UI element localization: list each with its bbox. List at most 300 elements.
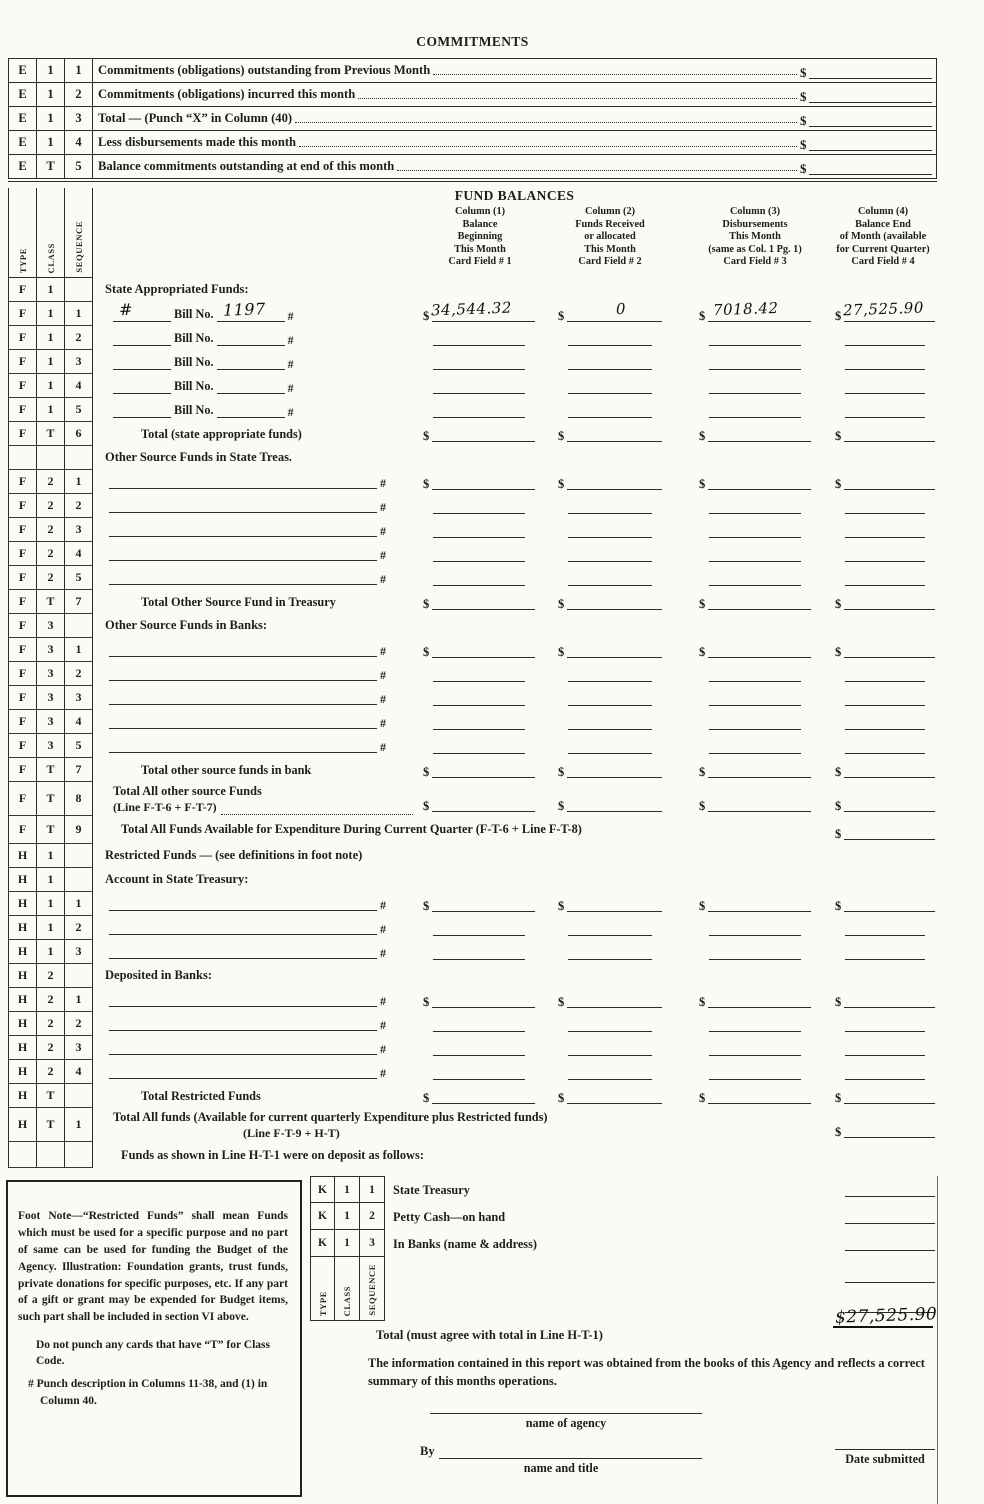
code-column-label: TYPE [310, 1257, 335, 1321]
amount-field[interactable] [800, 107, 936, 130]
column-header: Column (3) Disbursements This Month (same as Col. 1 Pg. 1) Card Field # 3 [708, 206, 802, 268]
deposit-extra-line[interactable] [845, 1282, 935, 1283]
signature-line[interactable] [439, 1447, 702, 1459]
code-cell: F [9, 398, 37, 422]
amount-cell-col4[interactable] [835, 364, 935, 370]
footnote-punch-description: # Punch description in Columns 11-38, and (1) in Column 40. [28, 1378, 268, 1407]
by-label: By [420, 1444, 435, 1458]
amount-cell-col2[interactable] [558, 954, 662, 960]
amount-cell-col2[interactable] [558, 532, 662, 538]
code-cell: 5 [65, 155, 93, 178]
code-cell: T [37, 155, 65, 178]
amount-cell-col1[interactable] [423, 1050, 535, 1056]
amount-cell-col1[interactable] [423, 1092, 535, 1105]
fb-row-f-3 [9, 614, 937, 638]
fund-name-line[interactable] [109, 673, 377, 681]
amount-cell-col4[interactable] [835, 930, 935, 936]
dollar-sign: $ [800, 89, 807, 104]
amount-cell-col3[interactable] [699, 954, 811, 960]
dollar-sign: $ [699, 1090, 706, 1105]
deposit-row-k11 [310, 1176, 937, 1203]
code-cell: 3 [65, 686, 93, 710]
code-cell: 1 [65, 59, 93, 82]
amount-cell-col2[interactable] [558, 800, 662, 813]
bill-prefix-line[interactable] [113, 299, 171, 322]
fb-row-f-3-2 [9, 662, 937, 686]
amount-cell-col3[interactable] [699, 508, 811, 514]
amount-cell-col4[interactable] [835, 412, 935, 418]
amount-cell-col4[interactable] [835, 700, 935, 706]
amount-cell-col3[interactable] [699, 930, 811, 936]
amount-cell-col1[interactable] [423, 724, 535, 730]
amount-cell-col3[interactable] [699, 598, 811, 611]
dollar-sign: $ [423, 596, 430, 611]
amount-cell-col2[interactable] [558, 340, 662, 346]
amount-line [809, 117, 933, 127]
code-cell: T [37, 590, 65, 614]
dollar-sign: $ [800, 137, 807, 152]
amount-cell-col4[interactable] [835, 508, 935, 514]
code-cell [65, 964, 93, 988]
commitment-label: Commitments (obligations) incurred this month [98, 87, 356, 101]
punch-mark-icon: # [380, 548, 386, 562]
amount-cell-col2[interactable] [558, 508, 662, 514]
bill-no-label: Bill No. [174, 379, 214, 393]
dollar-sign: $ [699, 898, 706, 913]
dollar-sign: $ [800, 65, 807, 80]
amount-cell-col1[interactable] [423, 996, 535, 1009]
code-cell: F [9, 638, 37, 662]
amount-cell-col4[interactable] [835, 900, 935, 913]
fund-name-line[interactable] [109, 529, 377, 537]
amount-cell-col2[interactable] [558, 748, 662, 754]
amount-cell-col4[interactable] [835, 766, 935, 779]
amount-cell-col1[interactable] [423, 580, 535, 586]
code-cell: H [9, 892, 37, 916]
section-heading: Restricted Funds — (see definitions in foot note) [105, 848, 363, 862]
deposit-row-k13 [310, 1230, 937, 1257]
code-cell: H [9, 1012, 37, 1036]
code-column-label: CLASS [37, 188, 65, 278]
code-column-label: TYPE [9, 188, 37, 278]
amount-cell-col3[interactable] [699, 1050, 811, 1056]
amount-cell-col2[interactable] [558, 1074, 662, 1080]
code-cell [9, 446, 37, 470]
fb-row [9, 446, 937, 470]
code-cell: 1 [65, 302, 93, 326]
code-cell: 4 [65, 1060, 93, 1084]
dollar-sign: $ [800, 113, 807, 128]
amount-cell-col4[interactable] [835, 800, 935, 813]
punch-mark-icon: # [287, 309, 294, 323]
amount-cell-col3[interactable] [699, 298, 811, 323]
code-cell: F [9, 734, 37, 758]
amount-cell-col2[interactable] [558, 598, 662, 611]
dollar-sign: $ [699, 428, 706, 443]
amount-cell-col2[interactable] [558, 646, 662, 659]
agency-name-line[interactable] [430, 1402, 702, 1414]
handwritten-amount: 0 [615, 299, 627, 319]
amount-cell-col4[interactable] [835, 1050, 935, 1056]
amount-field[interactable] [800, 131, 936, 154]
bill-number-line[interactable] [217, 299, 285, 322]
deposit-amount-line[interactable] [845, 1196, 935, 1197]
code-cell [65, 446, 93, 470]
deposit-label: State Treasury [393, 1183, 470, 1197]
amount-cell-col4[interactable] [835, 1092, 935, 1105]
bill-prefix-line[interactable] [113, 358, 171, 370]
amount-cell-col4[interactable] [835, 532, 935, 538]
code-cell: 3 [65, 518, 93, 542]
amount-cell-col2[interactable] [558, 1050, 662, 1056]
amount-cell-col2[interactable] [558, 388, 662, 394]
fund-name-line[interactable] [109, 481, 377, 489]
amount-cell-col2[interactable] [558, 700, 662, 706]
code-cell: 3 [37, 614, 65, 638]
bill-no-label: Bill No. [174, 331, 214, 345]
code-cell: H [9, 844, 37, 868]
fund-name-line[interactable] [109, 1023, 377, 1031]
code-cell: H [9, 964, 37, 988]
code-cell: H [9, 1036, 37, 1060]
amount-cell-col1[interactable] [423, 598, 535, 611]
amount-cell-col1[interactable] [423, 954, 535, 960]
amount-cell-col3[interactable] [699, 580, 811, 586]
amount-cell-col2[interactable] [558, 1026, 662, 1032]
amount-cell-col1[interactable] [423, 478, 535, 491]
punch-mark-icon: # [287, 333, 294, 347]
code-cell: 1 [37, 940, 65, 964]
amount-cell-col3[interactable] [699, 1074, 811, 1080]
bill-number-line[interactable] [217, 382, 285, 394]
code-cell [9, 1142, 37, 1168]
amount-cell-col3[interactable] [699, 766, 811, 779]
amount-cell-col2[interactable] [558, 900, 662, 913]
fund-balances-header [8, 188, 937, 278]
code-cell: 1 [335, 1230, 360, 1257]
amount-cell-col1[interactable] [423, 676, 535, 682]
fund-name-line[interactable] [109, 721, 377, 729]
amount-line [809, 141, 933, 151]
code-cell: F [9, 816, 37, 844]
deposit-amount-line[interactable] [845, 1223, 935, 1224]
fund-name-line[interactable] [109, 697, 377, 705]
amount-cell-col2[interactable] [558, 724, 662, 730]
amount-cell-col1[interactable] [423, 430, 535, 443]
code-cell: 2 [65, 916, 93, 940]
amount-cell-col1[interactable] [423, 412, 535, 418]
fund-name-line[interactable] [109, 999, 377, 1007]
code-cell: 1 [37, 278, 65, 302]
date-line[interactable] [835, 1438, 935, 1450]
code-cell: H [9, 1108, 37, 1142]
amount-cell-col1[interactable] [423, 388, 535, 394]
section-heading: State Appropriated Funds: [105, 282, 249, 296]
code-cell: 1 [37, 916, 65, 940]
punch-mark-icon: # [380, 524, 386, 538]
amount-cell-col3[interactable] [699, 532, 811, 538]
title-caption: name and title [523, 1461, 599, 1475]
fb-row-h-t [9, 1084, 937, 1108]
fund-name-line[interactable] [109, 903, 377, 911]
dollar-sign: $ [800, 161, 807, 176]
amount-field[interactable] [800, 83, 936, 106]
amount-cell-col3[interactable] [699, 340, 811, 346]
by-signature [420, 1444, 702, 1476]
fb-row-f-2-3 [9, 518, 937, 542]
code-cell: T [37, 782, 65, 816]
code-cell: F [9, 278, 37, 302]
code-cell [37, 446, 65, 470]
code-cell: F [9, 494, 37, 518]
amount-cell-col3[interactable] [699, 430, 811, 443]
amount-cell-col2[interactable] [558, 412, 662, 418]
amount-cell-col2[interactable] [558, 580, 662, 586]
handwritten-mark: # [118, 299, 134, 320]
handwritten-amount: 34,544.32 [430, 298, 513, 320]
amount-cell-col1[interactable] [423, 700, 535, 706]
amount-cell-col3[interactable] [699, 412, 811, 418]
bill-number-line[interactable] [217, 358, 285, 370]
amount-cell-col1[interactable] [423, 930, 535, 936]
amount-cell-col3[interactable] [699, 724, 811, 730]
total-label: Total All other source Funds [113, 784, 262, 798]
amount-cell-col4[interactable] [835, 954, 935, 960]
amount-cell-col4[interactable] [835, 598, 935, 611]
code-cell: 3 [37, 686, 65, 710]
code-cell: F [9, 758, 37, 782]
amount-cell-col3[interactable] [699, 996, 811, 1009]
code-cell: E [9, 107, 37, 130]
amount-cell-col2[interactable] [558, 996, 662, 1009]
amount-cell-col3[interactable] [699, 1092, 811, 1105]
code-column-label: SEQUENCE [65, 188, 93, 278]
amount-cell-col4[interactable] [835, 724, 935, 730]
code-cell: 2 [37, 542, 65, 566]
amount-cell-col1[interactable] [423, 646, 535, 659]
deposit-amount-line[interactable] [845, 1250, 935, 1251]
fb-row-f-2-1 [9, 470, 937, 494]
amount-cell-col3[interactable] [699, 388, 811, 394]
code-cell: E [9, 155, 37, 178]
bill-prefix-line[interactable] [113, 406, 171, 418]
amount-cell-col1[interactable] [423, 1026, 535, 1032]
code-cell: 1 [37, 868, 65, 892]
fund-name-line[interactable] [109, 505, 377, 513]
fund-name-line[interactable] [109, 745, 377, 753]
code-cell: F [9, 326, 37, 350]
code-cell: 1 [65, 470, 93, 494]
total-label: Total Restricted Funds [141, 1089, 261, 1103]
code-cell: 2 [65, 494, 93, 518]
amount-cell-col4[interactable] [835, 828, 935, 841]
amount-cell-col4[interactable] [835, 1126, 935, 1139]
dollar-sign: $ [699, 994, 706, 1009]
code-cell: 3 [37, 662, 65, 686]
amount-cell-col2[interactable] [558, 556, 662, 562]
code-cell: F [9, 374, 37, 398]
section-divider [8, 179, 937, 182]
handwritten-bill-number: 1197 [222, 299, 266, 320]
amount-cell-col1[interactable] [423, 766, 535, 779]
amount-field[interactable] [800, 59, 936, 82]
code-cell: F [9, 350, 37, 374]
amount-cell-col4[interactable] [835, 1074, 935, 1080]
code-cell: 1 [335, 1176, 360, 1203]
amount-cell-col4[interactable] [835, 556, 935, 562]
amount-cell-col4[interactable] [835, 748, 935, 754]
code-column-headers [8, 188, 93, 278]
amount-cell-col4[interactable] [835, 646, 935, 659]
amount-cell-col1[interactable] [423, 532, 535, 538]
code-cell: 1 [37, 302, 65, 326]
dollar-sign: $ [699, 308, 706, 323]
amount-cell-col3[interactable] [699, 676, 811, 682]
amount-cell-col1[interactable] [423, 340, 535, 346]
code-cell: E [9, 59, 37, 82]
dotted-leader [433, 59, 797, 75]
code-cell: 9 [65, 816, 93, 844]
bill-prefix-line[interactable] [113, 334, 171, 346]
amount-cell-col4[interactable] [835, 676, 935, 682]
commitment-label: Balance commitments outstanding at end of this month [98, 159, 395, 173]
dollar-sign: $ [835, 764, 842, 779]
amount-cell-col4[interactable] [835, 580, 935, 586]
amount-cell-col1[interactable] [423, 1074, 535, 1080]
dollar-sign: $ [699, 798, 706, 813]
fb-row-f-2-5 [9, 566, 937, 590]
punch-mark-icon: # [380, 1066, 386, 1080]
amount-cell-col4[interactable] [835, 388, 935, 394]
fund-name-line[interactable] [109, 1071, 377, 1079]
fund-name-line[interactable] [109, 951, 377, 959]
amount-cell-col1[interactable] [423, 364, 535, 370]
amount-cell-col2[interactable] [558, 364, 662, 370]
fb-row-f-1-4 [9, 374, 937, 398]
amount-cell-col1[interactable] [423, 556, 535, 562]
amount-cell-col3[interactable] [699, 748, 811, 754]
amount-cell-col3[interactable] [699, 700, 811, 706]
dollar-sign: $ [835, 644, 842, 659]
dotted-leader [358, 83, 797, 99]
fund-name-line[interactable] [109, 927, 377, 935]
dollar-sign: $ [423, 798, 430, 813]
amount-cell-col4[interactable] [835, 340, 935, 346]
amount-cell-col1[interactable] [423, 900, 535, 913]
commitment-row-e13 [9, 107, 936, 131]
footnote-box [6, 1180, 302, 1497]
column-header: Column (2) Funds Received or allocated This Month Card Field # 2 [575, 206, 645, 268]
amount-cell-col3[interactable] [699, 556, 811, 562]
commitment-row-et5 [9, 155, 936, 179]
amount-cell-col1[interactable] [423, 800, 535, 813]
amount-cell-col2[interactable] [558, 299, 662, 323]
commitments-rows [8, 58, 937, 179]
code-cell: T [37, 758, 65, 782]
agency-signature [430, 1402, 702, 1431]
dollar-sign: $ [835, 428, 842, 443]
code-cell: 2 [37, 470, 65, 494]
code-cell: 2 [37, 1036, 65, 1060]
amount-cell-col4[interactable] [835, 478, 935, 491]
agency-caption: name of agency [525, 1416, 607, 1430]
code-cell: 1 [37, 398, 65, 422]
bill-number-line[interactable] [217, 334, 285, 346]
commitment-label: Commitments (obligations) outstanding from Previous Month [98, 63, 431, 77]
amount-cell-col2[interactable] [558, 930, 662, 936]
fund-name-line[interactable] [109, 1047, 377, 1055]
fb-row-h-2 [9, 964, 937, 988]
amount-cell-col3[interactable] [699, 800, 811, 813]
commitments-title: COMMITMENTS [416, 34, 529, 49]
amount-cell-col4[interactable] [835, 430, 935, 443]
amount-cell-col2[interactable] [558, 676, 662, 682]
amount-cell-col3[interactable] [699, 478, 811, 491]
code-cell: 1 [37, 107, 65, 130]
fb-row-f-t-9 [9, 816, 937, 844]
amount-cell-col4[interactable] [835, 1026, 935, 1032]
punch-mark-icon: # [380, 898, 386, 912]
amount-cell-col2[interactable] [558, 1092, 662, 1105]
fb-row-f-2-4 [9, 542, 937, 566]
code-cell: F [9, 302, 37, 326]
dollar-sign: $ [423, 1090, 430, 1105]
fund-name-line[interactable] [109, 649, 377, 657]
amount-cell-col3[interactable] [699, 1026, 811, 1032]
code-cell: F [9, 686, 37, 710]
code-cell: T [37, 1108, 65, 1142]
code-cell: 1 [65, 892, 93, 916]
bill-number-line[interactable] [217, 406, 285, 418]
bill-prefix-line[interactable] [113, 382, 171, 394]
amount-cell-col1[interactable] [423, 298, 535, 323]
code-cell: 3 [37, 710, 65, 734]
fund-name-line[interactable] [109, 577, 377, 585]
amount-cell-col3[interactable] [699, 900, 811, 913]
amount-field[interactable] [800, 155, 936, 178]
amount-cell-col3[interactable] [699, 364, 811, 370]
amount-cell-col1[interactable] [423, 508, 535, 514]
amount-line [809, 165, 933, 175]
dotted-leader [397, 155, 797, 171]
amount-cell-col2[interactable] [558, 766, 662, 779]
punch-mark-icon: # [380, 692, 386, 706]
code-cell: K [310, 1203, 335, 1230]
code-cell [65, 1084, 93, 1108]
amount-cell-col1[interactable] [423, 748, 535, 754]
by-row [420, 1444, 702, 1459]
amount-cell-col4[interactable] [835, 996, 935, 1009]
bill-no-label: Bill No. [174, 307, 214, 321]
dollar-sign: $ [423, 428, 430, 443]
dollar-sign: $ [423, 476, 430, 491]
fb-row-f-t-6 [9, 422, 937, 446]
fb-row-f-3-1 [9, 638, 937, 662]
amount-cell-col4[interactable] [835, 298, 935, 323]
amount-cell-col2[interactable] [558, 478, 662, 491]
fb-row-h-2-2 [9, 1012, 937, 1036]
dollar-sign: $ [699, 476, 706, 491]
section-heading: Account in State Treasury: [105, 872, 249, 886]
amount-cell-col3[interactable] [699, 646, 811, 659]
fund-name-line[interactable] [109, 553, 377, 561]
dollar-sign: $ [699, 644, 706, 659]
fb-row-h-1-1 [9, 892, 937, 916]
amount-cell-col2[interactable] [558, 430, 662, 443]
code-cell: 1 [37, 326, 65, 350]
punch-mark-icon: # [380, 500, 386, 514]
dollar-sign: $ [423, 764, 430, 779]
